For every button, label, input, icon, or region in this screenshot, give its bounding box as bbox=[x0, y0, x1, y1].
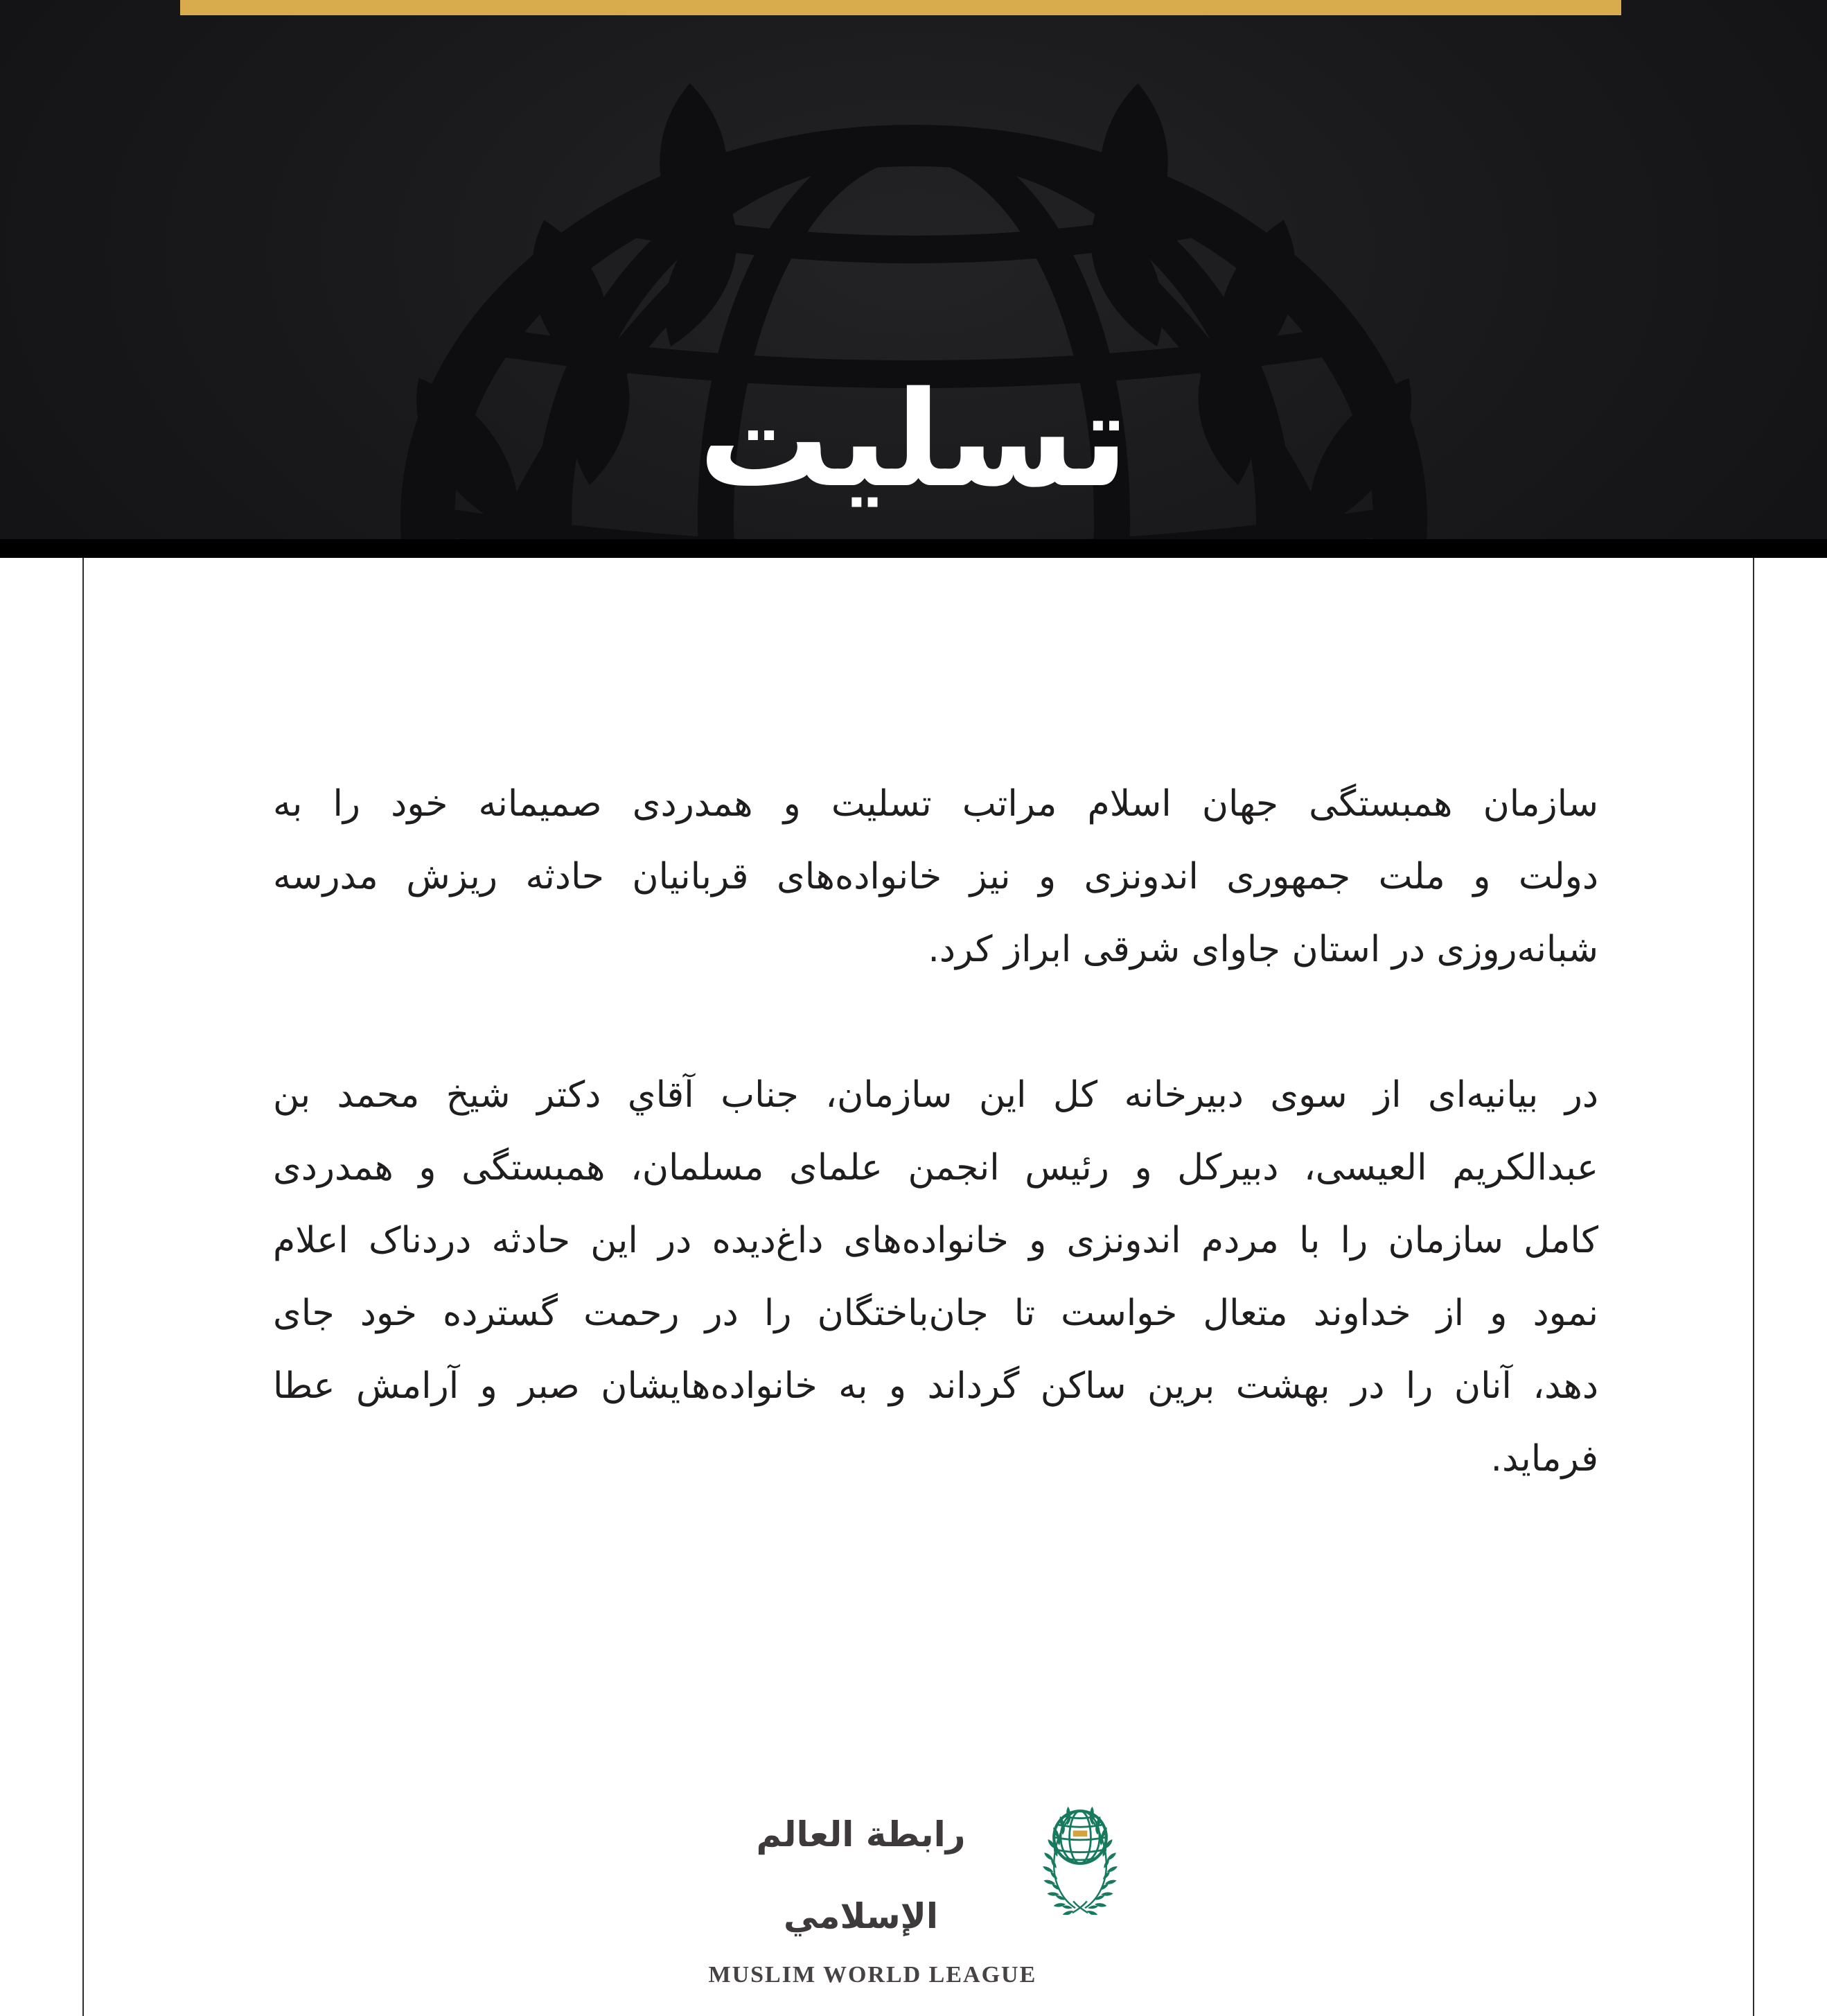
body-text-line: فرماید. bbox=[1490, 1438, 1598, 1480]
statement-page bbox=[82, 558, 1754, 2016]
top-accent-bar bbox=[180, 0, 1621, 15]
body-text-line: سازمان همبستگی جهان اسلام مراتب تسلیت و همدردی صمیمانه خود را به bbox=[273, 783, 1598, 825]
condolence-title: تسلیت bbox=[698, 363, 1129, 516]
body-text-line: در بیانیه‌ای از سوی دبیرخانه کل این سازمان، جناب آقاي دکتر شیخ محمد بن bbox=[273, 1074, 1598, 1116]
statement-text bbox=[273, 768, 1598, 1496]
mwl-logo-text-column bbox=[708, 1794, 1037, 1989]
body-text-line: شبانه‌روزی در استان جاوای شرقی ابراز کرد. bbox=[928, 929, 1598, 970]
body-text-line: نمود و از خداوند متعال خواست تا جان‌باختگان را در رحمت گسترده خود جای bbox=[273, 1292, 1598, 1334]
body-text-line: عبدالکریم العیسی، دبیرکل و رئیس انجمن علمای مسلمان، همبستگی و همدردی bbox=[273, 1147, 1598, 1189]
body-text-line: دهد، آنان را در بهشت برین ساکن گرداند و به خانواده‌هایشان صبر و آرامش عطا bbox=[273, 1365, 1598, 1407]
body-text-line: دولت و ملت جمهوری اندونزی و نیز خانواده‌های قربانیان حادثه ریزش مدرسه bbox=[273, 856, 1598, 897]
statement-paragraph-2 bbox=[273, 1059, 1598, 1496]
body-text-line: کامل سازمان را با مردم اندونزی و خانواده‌های داغ‌دیده در این حادثه دردناک اعلام bbox=[273, 1220, 1598, 1261]
mwl-logo-arabic-calligraphy: رابطة العالم الإسلامي bbox=[756, 1814, 966, 1936]
mwl-globe-wreath-icon bbox=[1032, 1794, 1129, 1915]
mwl-logo bbox=[84, 1794, 1753, 1989]
statement-paragraph-1 bbox=[273, 768, 1598, 986]
kaaba-gold-mark bbox=[1072, 1830, 1087, 1838]
header-bottom-band bbox=[0, 539, 1827, 558]
mwl-logo-english-name: MUSLIM WORLD LEAGUE bbox=[708, 1962, 1037, 1988]
header bbox=[0, 0, 1827, 558]
